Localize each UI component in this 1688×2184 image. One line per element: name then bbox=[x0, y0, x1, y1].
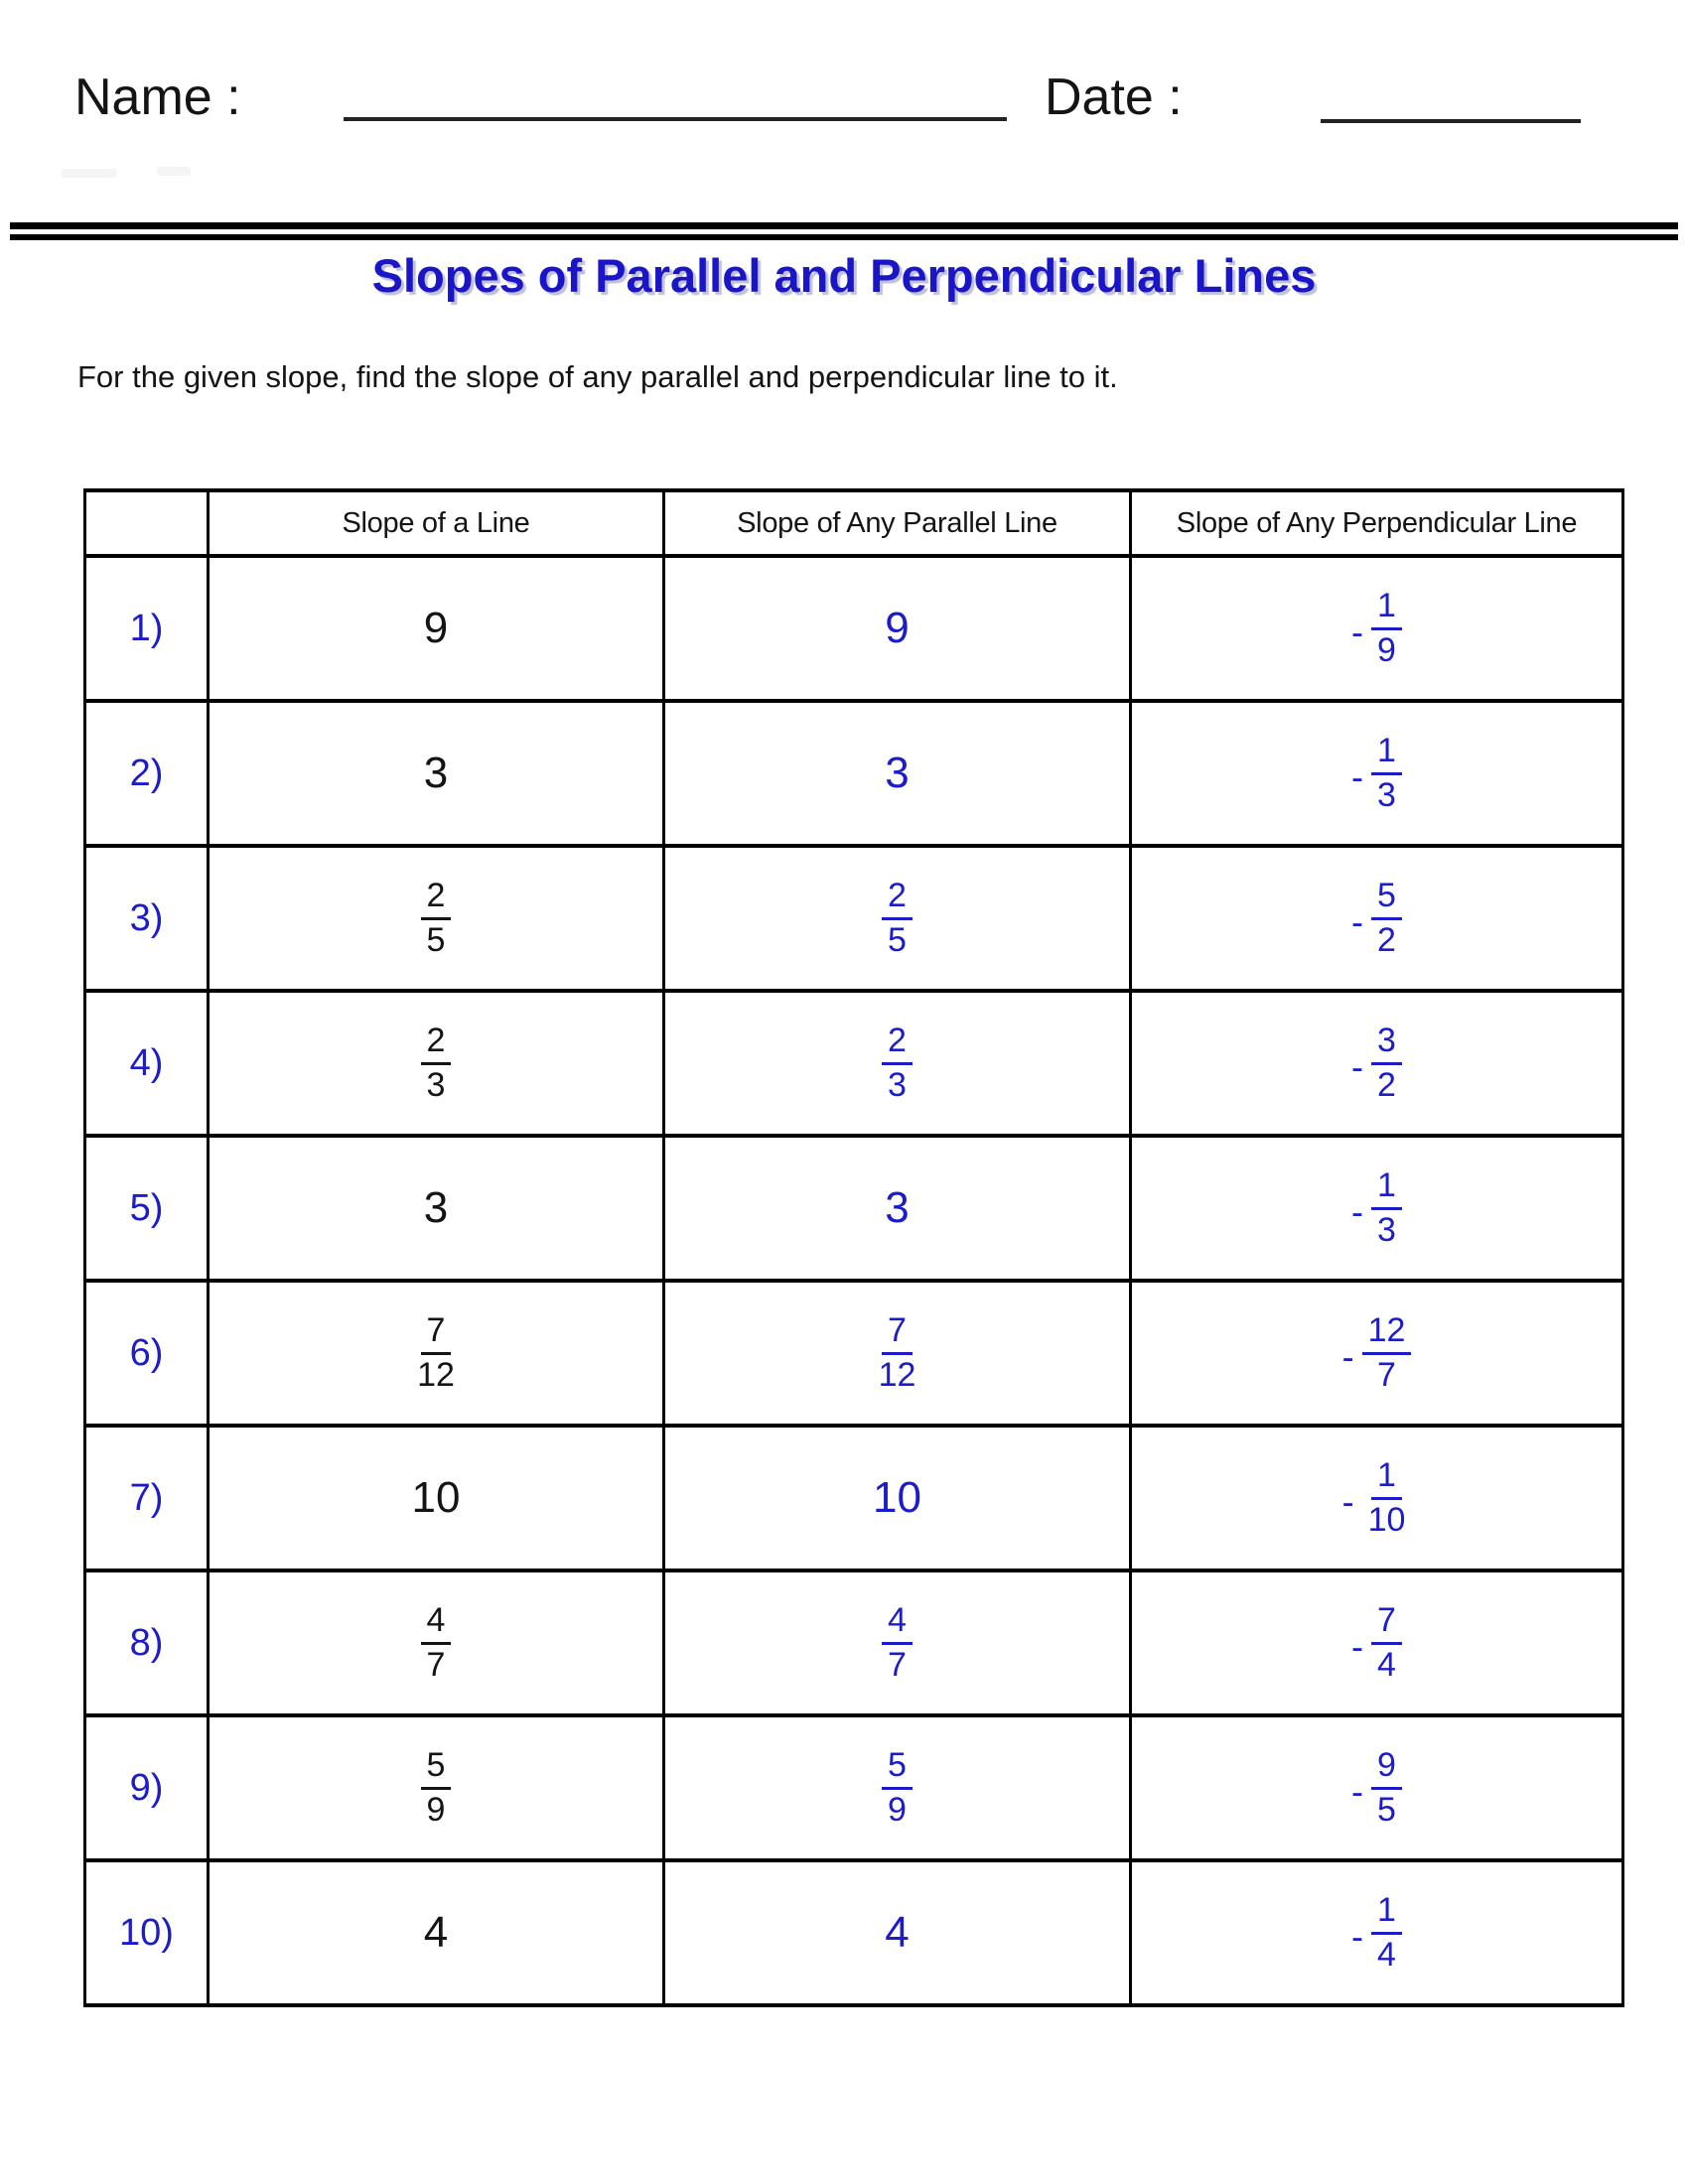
divider-rule bbox=[10, 222, 1678, 240]
name-label: Name : bbox=[74, 68, 241, 126]
table-row bbox=[85, 1426, 1623, 1570]
perpendicular-slope-cell bbox=[1131, 1426, 1623, 1570]
numerator: 7 bbox=[421, 1313, 452, 1355]
given-slope-cell bbox=[209, 1426, 664, 1570]
table-row bbox=[85, 1860, 1623, 2005]
print-smudge bbox=[157, 167, 191, 176]
minus-sign: - bbox=[1351, 1916, 1364, 1958]
denominator: 4 bbox=[1377, 1935, 1396, 1974]
parallel-slope-cell bbox=[664, 1570, 1131, 1715]
numerator: 4 bbox=[421, 1603, 452, 1645]
perpendicular-slope-cell bbox=[1131, 1570, 1623, 1715]
perpendicular-slope-cell bbox=[1131, 556, 1623, 701]
minus-sign: - bbox=[1351, 756, 1364, 798]
parallel-slope-cell bbox=[664, 846, 1131, 991]
denominator: 2 bbox=[1377, 1065, 1396, 1104]
denominator: 5 bbox=[888, 920, 907, 959]
fraction-value bbox=[421, 1745, 452, 1829]
column-header-slope: Slope of a Line bbox=[209, 490, 664, 556]
denominator: 9 bbox=[888, 1790, 907, 1829]
fraction-value bbox=[873, 1310, 922, 1394]
print-smudge bbox=[62, 169, 117, 178]
perpendicular-slope-cell bbox=[1131, 991, 1623, 1136]
numerator: 2 bbox=[882, 879, 913, 920]
given-slope-cell bbox=[209, 1715, 664, 1860]
perpendicular-slope-cell bbox=[1131, 701, 1623, 846]
table-row bbox=[85, 1570, 1623, 1715]
row-number: 9) bbox=[85, 1715, 209, 1860]
slope-value: 3 bbox=[885, 749, 910, 797]
denominator: 3 bbox=[1377, 775, 1396, 814]
column-header-perpendicular: Slope of Any Perpendicular Line bbox=[1131, 490, 1623, 556]
denominator: 9 bbox=[1377, 630, 1396, 669]
numerator: 1 bbox=[1371, 1168, 1402, 1210]
denominator: 2 bbox=[1377, 920, 1396, 959]
slope-value: 9 bbox=[885, 604, 910, 652]
fraction-value bbox=[421, 1600, 452, 1684]
numerator: 4 bbox=[882, 1603, 913, 1645]
fraction-value bbox=[1341, 1310, 1412, 1394]
row-number: 8) bbox=[85, 1570, 209, 1715]
slope-value: 9 bbox=[423, 604, 449, 652]
fraction-value bbox=[421, 876, 452, 959]
denominator: 3 bbox=[1377, 1210, 1396, 1249]
parallel-slope-cell bbox=[664, 1136, 1131, 1281]
given-slope-cell bbox=[209, 1860, 664, 2005]
numerator: 12 bbox=[1362, 1313, 1412, 1355]
perpendicular-slope-cell bbox=[1131, 1281, 1623, 1426]
numerator: 2 bbox=[882, 1024, 913, 1065]
slope-value: 4 bbox=[423, 1908, 449, 1957]
fraction-value bbox=[1351, 731, 1402, 814]
denominator: 7 bbox=[426, 1645, 446, 1684]
table-row bbox=[85, 1136, 1623, 1281]
given-slope-cell bbox=[209, 1136, 664, 1281]
denominator: 12 bbox=[878, 1355, 916, 1394]
table-row bbox=[85, 1715, 1623, 1860]
numerator: 5 bbox=[882, 1748, 913, 1790]
perpendicular-slope-cell bbox=[1131, 1136, 1623, 1281]
parallel-slope-cell bbox=[664, 556, 1131, 701]
numerator: 1 bbox=[1371, 1458, 1402, 1500]
fraction-value bbox=[882, 1600, 913, 1684]
minus-sign: - bbox=[1351, 1626, 1364, 1668]
fraction-value bbox=[1351, 1890, 1402, 1974]
numerator: 1 bbox=[1371, 734, 1402, 775]
given-slope-cell bbox=[209, 1570, 664, 1715]
denominator: 12 bbox=[417, 1355, 455, 1394]
date-input-line[interactable] bbox=[1321, 119, 1581, 123]
row-number: 4) bbox=[85, 991, 209, 1136]
instruction-text: For the given slope, find the slope of any parallel and perpendicular line to it. bbox=[77, 359, 1118, 394]
fraction-value bbox=[1351, 1021, 1402, 1104]
denominator: 10 bbox=[1367, 1500, 1406, 1539]
parallel-slope-cell bbox=[664, 991, 1131, 1136]
page-title: Slopes of Parallel and Perpendicular Lines bbox=[371, 249, 1317, 302]
denominator: 9 bbox=[426, 1790, 446, 1829]
perpendicular-slope-cell bbox=[1131, 1860, 1623, 2005]
denominator: 5 bbox=[1377, 1790, 1396, 1829]
table-row bbox=[85, 991, 1623, 1136]
slope-value: 3 bbox=[423, 1183, 449, 1232]
parallel-slope-cell bbox=[664, 701, 1131, 846]
perpendicular-slope-cell bbox=[1131, 846, 1623, 991]
fraction-value bbox=[882, 876, 913, 959]
denominator: 7 bbox=[888, 1645, 907, 1684]
numerator: 5 bbox=[421, 1748, 452, 1790]
fraction-value bbox=[1351, 1745, 1402, 1829]
numerator: 7 bbox=[882, 1313, 913, 1355]
numerator: 1 bbox=[1371, 1893, 1402, 1935]
fraction-value bbox=[882, 1021, 913, 1104]
denominator: 3 bbox=[888, 1065, 907, 1104]
row-number: 5) bbox=[85, 1136, 209, 1281]
fraction-value bbox=[1351, 586, 1402, 669]
row-number: 2) bbox=[85, 701, 209, 846]
minus-sign: - bbox=[1351, 1771, 1364, 1813]
slopes-table bbox=[83, 488, 1624, 2007]
row-number: 10) bbox=[85, 1860, 209, 2005]
date-label: Date : bbox=[1045, 68, 1183, 126]
given-slope-cell bbox=[209, 556, 664, 701]
slope-value: 3 bbox=[885, 1183, 910, 1232]
given-slope-cell bbox=[209, 1281, 664, 1426]
parallel-slope-cell bbox=[664, 1860, 1131, 2005]
denominator: 7 bbox=[1377, 1355, 1396, 1394]
table-row bbox=[85, 701, 1623, 846]
row-number: 6) bbox=[85, 1281, 209, 1426]
table-row bbox=[85, 1281, 1623, 1426]
table-row bbox=[85, 556, 1623, 701]
name-input-line[interactable] bbox=[344, 117, 1007, 121]
perpendicular-slope-cell bbox=[1131, 1715, 1623, 1860]
slope-value: 10 bbox=[873, 1473, 921, 1522]
fraction-value bbox=[1351, 1165, 1402, 1249]
row-number: 7) bbox=[85, 1426, 209, 1570]
row-number: 1) bbox=[85, 556, 209, 701]
parallel-slope-cell bbox=[664, 1281, 1131, 1426]
fraction-value bbox=[1351, 876, 1402, 959]
numerator: 9 bbox=[1371, 1748, 1402, 1790]
table-header-row bbox=[85, 490, 1623, 556]
numerator: 7 bbox=[1371, 1603, 1402, 1645]
parallel-slope-cell bbox=[664, 1715, 1131, 1860]
numerator: 2 bbox=[421, 879, 452, 920]
denominator: 5 bbox=[426, 920, 446, 959]
minus-sign: - bbox=[1351, 1046, 1364, 1088]
minus-sign: - bbox=[1341, 1336, 1354, 1378]
fraction-value bbox=[421, 1021, 452, 1104]
denominator: 3 bbox=[426, 1065, 446, 1104]
numerator: 5 bbox=[1371, 879, 1402, 920]
parallel-slope-cell bbox=[664, 1426, 1131, 1570]
minus-sign: - bbox=[1351, 1191, 1364, 1233]
numerator: 2 bbox=[421, 1024, 452, 1065]
table-row bbox=[85, 846, 1623, 991]
slope-value: 4 bbox=[885, 1908, 910, 1957]
numerator: 3 bbox=[1371, 1024, 1402, 1065]
given-slope-cell bbox=[209, 701, 664, 846]
fraction-value bbox=[882, 1745, 913, 1829]
minus-sign: - bbox=[1351, 612, 1364, 653]
slope-value: 3 bbox=[423, 749, 449, 797]
fraction-value bbox=[1351, 1600, 1402, 1684]
fraction-value bbox=[1341, 1455, 1412, 1539]
denominator: 4 bbox=[1377, 1645, 1396, 1684]
given-slope-cell bbox=[209, 846, 664, 991]
fraction-value bbox=[411, 1310, 461, 1394]
minus-sign: - bbox=[1341, 1481, 1354, 1523]
row-number: 3) bbox=[85, 846, 209, 991]
numerator: 1 bbox=[1371, 589, 1402, 630]
given-slope-cell bbox=[209, 991, 664, 1136]
minus-sign: - bbox=[1351, 901, 1364, 943]
column-header-parallel: Slope of Any Parallel Line bbox=[664, 490, 1131, 556]
slope-value: 10 bbox=[411, 1473, 461, 1522]
column-header-number bbox=[85, 490, 209, 556]
